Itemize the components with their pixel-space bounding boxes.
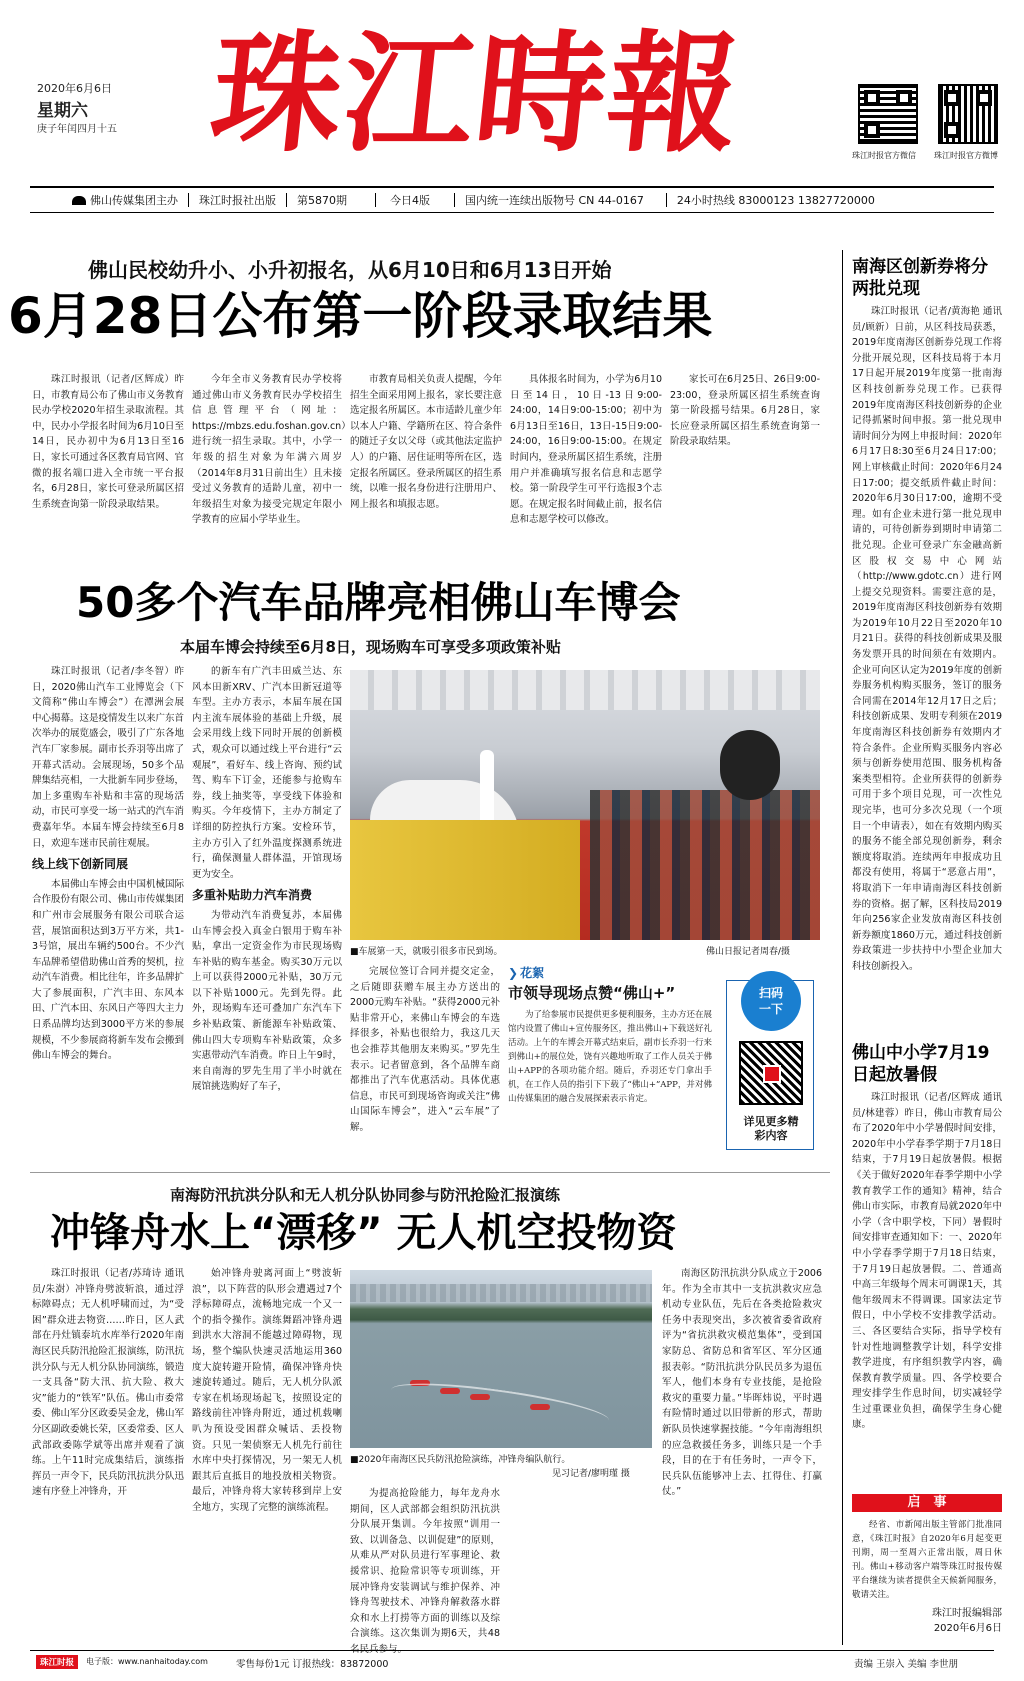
side-story-box — [508, 964, 820, 1154]
publisher: 珠江时报社出版 — [199, 194, 276, 207]
infobar-separator — [286, 193, 287, 207]
side-story-title: 市领导现场点赞“佛山+” — [508, 984, 676, 1002]
story3-kicker: 南海防汛抗洪分队和无人机分队协同参与防汛抢险汇报演练 — [170, 1186, 561, 1204]
notice-title: 启 事 — [852, 1494, 1002, 1512]
story3-column-4: 南海区防汛抗洪分队成立于2006年。作为全市其中一支抗洪救灾应急机动专业队伍，先后在各类抢险救灾任务中表现突出，多次被省委省政府评为“省抗洪救灾模范集体”，受到国家防总、省防总和省军区、军分区通报表彰。“防汛抗洪分队民员多为退伍军人，他们本身有专业技能，是抢险救灾的重要力量。”毕晖炜说，平时遇有险情时通过以旧带新的形式，帮助新队员快速掌握技能。“今年南海组织的应急救援任务多，训练只是一个手段，目的在于有任务时，一声令下，民兵队伍能够冲上去、扛得住、打赢仗。” — [662, 1268, 822, 1498]
story2-kicker: 本届车博会持续至6月8日，现场购车可享受多项政策补贴 — [180, 638, 561, 656]
footer-rule — [30, 1650, 994, 1651]
story2-col1-text: 珠江时报讯（记者/李冬智）昨日，2020佛山汽车工业博览会（下文简称“佛山车博会”）在潭洲会展中心揭幕。这是疫情发生以来广东首次举办的展览盛会，吸引了广东各地汽车厂家参展。副市长乔羽等出席了开幕式活动。会展现场，50多个品牌集结亮相，一大批新车同步登场，加上多重购车补贴和丰富的现场活动，市民可享受一场一站式的汽车消费嘉年华。本届车博会持续至6月8日，欢迎车迷市民前往观展。 — [32, 666, 185, 849]
footer-brand: 珠江时报 — [36, 1655, 78, 1669]
footer-price: 零售每份1元 订报热线：83872000 — [236, 1659, 389, 1670]
story1-kicker: 佛山民校幼升小、小升初报名，从6月10日和6月13日开始 — [88, 258, 612, 282]
story2-column-1 — [32, 664, 184, 1154]
sidebar-divider — [842, 250, 843, 1645]
infobar-separator — [666, 193, 667, 207]
story2-column-3: 完展位签订合同并提交定金，之后随即获赠车展主办方送出的2000元购车补贴。“获得2000元补贴非常开心，来佛山车博会的车选择很多，补贴也很给力，我这几天也会推荐其他朋友来购买。”罗先生表示。记者留意到，各个品牌车商都推出了汽车优惠活动。具体优惠信息，市民可到现场咨询或关注“佛山国际车博会”，进入“云车展”了解。 — [350, 966, 500, 1133]
masthead-weekday: 星期六 — [37, 101, 88, 121]
sidebar-story2-text: 珠江时报讯（记者/区辉成 通讯员/林建蓉）昨日，佛山市教育局公布了2020年中小学暑假时间安排，2020年中小学春季学期于7月18日结束，于7月19日起放暑假。根据《关于做好2020年春季学期中小学教育教学工作的通知》精神，结合佛山市实际，市教育局就2020年中小学（含中职学校，下同）暑假时间安排审查通知如下：一、2020年中小学春季学期于7月18日结束，于7月19日起放暑假。二、普通高中高三年级每个周末可调课1天，其他年级周末不得调课。国家法定节假日，中小学校不安排教学活动。三、各区要结合实际，指导学校有针对性地调整教学计划，科学安排教学进度，有序组织教学内容，确保教育教学质量。四、各学校要合理安排学生作息时间，切实减轻学生过重课业负担，确保学生身心健康。 — [852, 1092, 1002, 1431]
story2-headline: 50多个汽车品牌亮相佛山车博会 — [76, 578, 681, 627]
story3-top-rule — [30, 1172, 830, 1173]
sidebar-story1-text: 珠江时报讯（记者/黄海艳 通讯员/顾新）日前，从区科技局获悉，2019年度南海区创新券兑现工作将分批开展兑现，区科技局将于本月17日起开展2019年度第一批南海区科技创新券兑现工作。已获得2019年度南海区科技创新券的企业记得抓紧时间申报。第一批兑现申请时间分为网上申报时间：2020年6月17日8:30至6月24日17:00；网上审核截止时间：2020年6月24日17:00；提交纸质件截止时间：2020年6月30日17:00，逾期不受理。如有企业未进行第一批兑现申请的，可待创新券到期时申请第二批兑现。企业可登录广东金融高新区股权交易中心网站（http://www.gdotc.cn）进行网上提交兑现资料。需要注意的是，2019年度南海区科技创新券有效期为2019年10月22日至2020年10月21日。获得的科技创新成果及服务发票开具的时间须在有效期内。企业可向区认定为2019年度的创新券服务机构购买服务，签订的服务合同需在2014年12月17日之后；科技创新成果、发明专利须在2019年度南海区科技创新券有效期内才符合条件。企业所购买服务内容必须与创新券使用范围、服务机构备案类型相符。企业所获得的创新券可用于多个项目兑现，可一次性兑现完毕，也可分多次兑现（一个项目一个申请表），如在有效期内购买的服务不能全部兑现创新券，剩余额度将取消。连续两年申报成功且都没有使用，将属于“恶意占用”，将取消下一年申请南海区科技创新券的资格。据了解，区科技局2019年向256家企业发放南海区科技创新券额度1860万元，通过科技创新券政策进一步扶持中小型企业加大科技创新投入。 — [852, 306, 1002, 972]
masthead-date: 2020年6月6日 — [37, 82, 112, 95]
side-story-kicker — [508, 964, 544, 981]
story1-column-4: 具体报名时间为，小学为6月10日至14日，10日-13日9:00-24:00，14日9:00-15:00；初中为6月13日至16日，13日-15日9:00-24:00，16日9:00-15:00。在规定时间内，登录所属区招生系统，注册用户并准确填写报名信息和志愿学校。第一阶段学生可平行选报3个志愿。在规定报名时间截止前，报名信息和志愿学校可以修改。 — [510, 374, 663, 526]
story2-col2b-text: 为带动汽车消费复苏，本届佛山车博会投入真金白银用于购车补贴，拿出一定资金作为市民现场购车补贴的购车基金。购买30万元以上可以获得2000元补贴，30万元以下补贴1000元。先到先得。此外，现场购车还可叠加广东汽车下乡补贴政策、新能源车补贴政策、佛山四大专项购车补贴政策，众多实惠带动汽车消费。昨日上午9时，来自南海的罗先生用了半小时就在展馆挑选购好了车子， — [192, 909, 342, 1093]
notice-sign: 珠江时报编辑部 — [932, 1608, 1002, 1619]
scan-qr-panel — [726, 980, 814, 1150]
sidebar-story2-title: 佛山中小学7月19日起放暑假 — [852, 1043, 990, 1085]
scan-more-text: 详见更多精彩内容 — [743, 1115, 799, 1142]
publisher-group: 佛山传媒集团主办 — [90, 194, 178, 207]
story3-column-3b — [504, 1486, 652, 1646]
group-logo-icon — [72, 196, 86, 205]
chevron-right-icon: ❯ — [508, 966, 519, 980]
story3-column-3: 为提高抢险能力，每年龙舟水期间，区人武部都会组织防汛抗洪分队展开集训。今年按照“训用一致、以训备急、以训促建”的原则，从难从严对队员进行军事理论、救援常识、抢险常识等专项训练，开展冲锋舟安装调试与维护保养、冲锋舟驾驶技术、冲锋舟解救落水群众和水上打捞等方面的训练以及综合演练。这次集训为期6天，共48 — [350, 1488, 500, 1640]
story2-subhead-2: 多重补贴助力汽车消费 — [192, 888, 313, 903]
masthead — [0, 0, 1024, 186]
flood-drill-photo-caption: ■2020年南海区民兵防汛抢险演练，冲锋舟编队航行。 — [350, 1455, 571, 1465]
footer-staff: 责编 王崇入 美编 李世朋 — [854, 1659, 959, 1670]
story3-column-2: 始冲锋舟驶离河面上“劈波斩浪”，以下阵营的队形会遭遇过7个浮标障碍点，流畅地完成一个又一个的指令操作。演练舞蹈冲锋舟遇到洪水大溶洞不能越过障碍物，现场，整个编队快速灵活地运用360度大旋转避开险情，确保冲锋舟快速旋转通过。随后，无人机分队派专家在机场现场起飞，按照设定的路线前往冲锋舟附近，通过机载喇叭为预设受困群众喊话、丢投物资。只见一架侦察无人机先行前往水库中央打探情况，另一架无人机跟其后直抵目的地投放相关物资。最后，冲锋舟将大家转移到岸上安全地方，实现了完整的演练流程。 — [192, 1268, 342, 1513]
infobar-bottom-rule — [30, 212, 994, 213]
footer-edition-url[interactable]: 电子版：www.nanhaitoday.com — [86, 1657, 208, 1666]
flood-drill-photo — [350, 1270, 652, 1448]
story1-headline: 6月28日公布第一阶段录取结果 — [8, 287, 713, 345]
scan-qr-code — [739, 1041, 803, 1105]
story3-column-1: 珠江时报讯（记者/苏琦诗 通讯员/朱澍）冲锋舟劈波斩浪，通过浮标障碍点；无人机呼啸而过，为“受困”群众进去物资……昨日，区人武部在丹灶镇泰坑水库举行2020年南海区民兵防汛抢险汇报演练，防汛抗洪分队与无人机分队协同演练，锻造一支具备“防大汛、抗大险、救大灾”能力的“铁军”队伍。佛山市委常委、佛山军分区政委吴金龙，佛山军分区副政委姚长荣，区委常委、区人武部政委陈学斌等出席并观看了演练。上午11时完成集结后，演练指挥员一声令下，民兵防汛抗洪分队迅速有序登上冲锋舟，开 — [32, 1268, 185, 1498]
story2-col2-text: 的新车有广汽丰田威兰达、东风本田新XRV、广汽本田新冠道等车型。主办方表示，本届车展在国内主流车展体验的基础上升级，展会采用线上线下同时开展的创新模式，观众可以通过线上平台进行“云观展”，看好车、线上咨询、预约试驾、购车下订金，还能参与抢购车券，线上抽奖等，享受线下体验和购买。今年疫情下，主办方制定了详细的防控执行方案。安检环节，主办方引入了红外温度探测系统进行，确保测量人群体温，开馆现场更为安全。 — [192, 666, 342, 880]
infobar — [30, 189, 994, 211]
story1-column-1: 珠江时报讯（记者/区辉成）昨日，市教育局公布了佛山市义务教育民办学校2020年招生录取流程。其中，民办小学报名时间为6月10日至14日，民办初中为6月13日至16日，家长可通过各区教育局官网、官微的报名端口进入全市统一平台报名，6月28日，家长可登录所属区招生系统查询第一阶段录取结果。 — [32, 374, 185, 510]
story2-subhead-1: 线上线下创新同展 — [32, 857, 129, 872]
story1-column-3: 市教育局相关负责人提醒，今年招生全面采用网上报名，家长要注意选定报名所属区。本市适龄儿童少年以本人户籍、学籍所在区、符合条件的随迁子女以父母（或其他法定监护人）的户籍、居住证明等所在区，选定报名所属区。登录所属区的招生系统，以唯一报名身份进行注册用户、网上报名和填报志愿。 — [350, 374, 503, 510]
car-expo-photo-credit: 佛山日报记者周春/摄 — [706, 947, 791, 957]
notice-date: 2020年6月6日 — [933, 1623, 1002, 1634]
infobar-separator — [454, 193, 455, 207]
story2-col1b-text: 本届佛山车博会由中国机械国际合作股份有限公司、佛山市传媒集团和广州市会展服务有限公司联合运营，展馆面积达到3万平方米，共1-3号馆，展出车辆约500台。不少汽车品牌希望借助佛山首秀的契机，拉动汽车消费。相比往年，许多品牌扩大了参展面积，广汽丰田、东风本田、广汽本田、东风日产等四大主力日系品牌均达到3000平方米的参展规模，不少参展商将新车发布会搬到佛山车博会的舞台。 — [32, 878, 185, 1062]
side-story-kicker-text: 花絮 — [520, 966, 545, 980]
notice-text: 经省、市新闻出版主管部门批准同意，《珠江时报》自2020年6月起变更刊期，周一至周六正常出版，周日休刊。佛山+移动客户端等珠江时报传媒平台继续为读者提供全天候新闻服务，敬请关注。 — [852, 1520, 1002, 1600]
story1-column-5: 家长可在6月25日、26日9:00-23:00，登录所属区招生系统查询第一阶段摇号结果。6月28日，家长应登录所属区招生系统查询第一阶段录取结果。 — [670, 374, 820, 448]
car-expo-photo-caption: ■车展第一天，就吸引很多市民到场。 — [350, 947, 503, 957]
car-expo-photo — [350, 670, 820, 940]
hotline: 24小时热线 83000123 13827720000 — [676, 194, 875, 207]
newspaper-title: 珠江時報 — [204, 17, 749, 170]
flood-drill-photo-credit: 见习记者/廖明瑾 摄 — [552, 1469, 630, 1479]
page-count: 今日4版 — [390, 194, 430, 207]
infobar-separator — [375, 193, 376, 207]
issue-number: 第5870期 — [297, 194, 347, 207]
story2-column-2 — [192, 664, 342, 1154]
side-story-text: 为了给参展市民提供更多便利服务，主办方还在展馆内设置了佛山+宣传服务区，推出佛山+下载送好礼活动。上午的车博会开幕式结束后，副市长乔羽一行来到佛山+的展位处，饶有兴趣地听取了工作人员关于佛山+APP的各项功能介绍。随后，乔羽还专门拿出手机，在工作人员的指引下下载了“佛山+”APP，并对佛山传媒集团的融合发展探索表示肯定。 — [508, 1010, 713, 1104]
cn-number: 国内统一连续出版物号 CN 44-0167 — [465, 194, 644, 207]
infobar-separator — [188, 193, 189, 207]
sidebar-story1-title: 南海区创新券将分两批兑现 — [852, 257, 988, 299]
qr-code-weibo — [938, 84, 998, 144]
qr1-label: 珠江时报官方微信 — [852, 151, 916, 160]
story3-headline: 冲锋舟水上“漂移” 无人机空投物资 — [50, 1210, 677, 1256]
scan-badge — [741, 971, 801, 1031]
qr2-label: 珠江时报官方微博 — [934, 151, 998, 160]
footer — [30, 1654, 994, 1672]
masthead-lunar: 庚子年闰四月十五 — [37, 124, 117, 135]
scan-badge-text: 扫码一下 — [758, 986, 783, 1016]
qr-code-wechat — [858, 84, 918, 144]
infobar-top-rule — [30, 186, 994, 188]
story1-column-2: 今年全市义务教育民办学校将通过佛山市义务教育民办学校招生信息管理平台（网址：https://mbzs.edu.foshan.gov.cn）进行统一招生录取。其中，小学一年级的招生对象为年满六周岁（2014年8月31日前出生）且未接受过义务教育的适龄儿童，初中一年级招生对象为接受完规定年限小学教育的应届小学毕业生。 — [192, 374, 351, 526]
notice-box — [852, 1494, 1002, 1644]
